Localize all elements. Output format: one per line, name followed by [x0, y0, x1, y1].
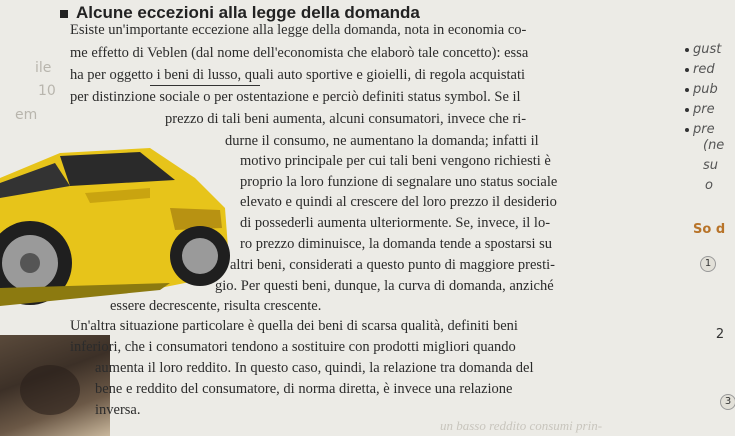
underline-mark [150, 85, 260, 86]
margin-note: o [705, 178, 713, 193]
bullet-dot-icon [685, 48, 689, 52]
paragraph-line: durne il consumo, ne aumentano la domanda; infatti il [225, 133, 539, 149]
paragraph-line: Esiste un'importante eccezione alla legge della domanda, nota in economia co- [70, 22, 527, 38]
bullet-dot-icon [685, 108, 689, 112]
section-title-text: Alcune eccezioni alla legge della domanda [76, 3, 420, 22]
bullet-dot-icon [685, 88, 689, 92]
paragraph-line: proprio la loro funzione di segnalare uno status sociale [240, 174, 558, 190]
paragraph-line: ha per oggetto i beni di lusso, quali auto sportive e gioielli, di regola acquistati [70, 67, 526, 83]
left-margin-fragments [0, 55, 70, 135]
sports-car-illustration [0, 138, 235, 323]
margin-note: red [685, 62, 715, 77]
paragraph-line: prezzo di tali beni aumenta, alcuni consumatori, invece che ri- [165, 111, 527, 127]
paragraph-line: inferiori, che i consumatori tendono a sostituire con prodotti migliori quando [70, 339, 516, 355]
circled-number: 3 [720, 394, 735, 410]
circled-number: 2 [715, 327, 725, 342]
margin-note: su [703, 158, 719, 173]
paragraph-line: per distinzione sociale o per ostentazione e perciò definiti status symbol. Se il [70, 89, 521, 105]
section-title [60, 3, 420, 23]
margin-fragment-3: em [15, 107, 38, 123]
margin-note: pre [685, 102, 715, 117]
margin-note: pre [685, 122, 715, 137]
margin-note: pub [685, 82, 718, 97]
paragraph-line: ro prezzo diminuisce, la domanda tende a spostarsi su [240, 236, 553, 252]
paragraph-line: bene e reddito del consumatore, di norma diretta, è invece una relazione [95, 381, 513, 397]
paragraph-line: me effetto di Veblen (dal nome dell'economista che elaborò tale concetto): essa [70, 45, 529, 61]
bullet-dot-icon [685, 68, 689, 72]
title-bullet-icon [60, 10, 68, 18]
paragraph-line: elevato e quindi al crescere del loro prezzo il desiderio [240, 194, 557, 210]
margin-note: gust [685, 42, 721, 57]
paragraph-line: di possederli aumenta ulteriormente. Se, invece, il lo- [240, 215, 551, 231]
circled-number: 1 [700, 256, 716, 272]
right-margin-notes [683, 30, 735, 410]
bottom-fragment: un basso reddito consumi prin- [440, 418, 603, 433]
paragraph-line: motivo principale per cui tali beni vengono richiesti è [240, 153, 551, 169]
margin-note: (ne [703, 138, 725, 153]
paragraph-line: inversa. [95, 402, 141, 418]
margin-fragment-2: 10 [38, 83, 56, 99]
paragraph-line: essere decrescente, risulta crescente. [110, 298, 322, 314]
handwritten-note: So d [693, 222, 726, 237]
paragraph-line: aumenta il loro reddito. In questo caso, quindi, la relazione tra domanda del [95, 360, 534, 376]
paragraph-line: gio. Per questi beni, dunque, la curva di domanda, anziché [215, 278, 554, 294]
paragraph-line: altri beni, considerati a questo punto di maggiore presti- [230, 257, 555, 273]
bullet-dot-icon [685, 128, 689, 132]
paragraph-line: Un'altra situazione particolare è quella dei beni di scarsa qualità, definiti beni [70, 318, 518, 334]
margin-fragment-1: ile [35, 60, 52, 76]
